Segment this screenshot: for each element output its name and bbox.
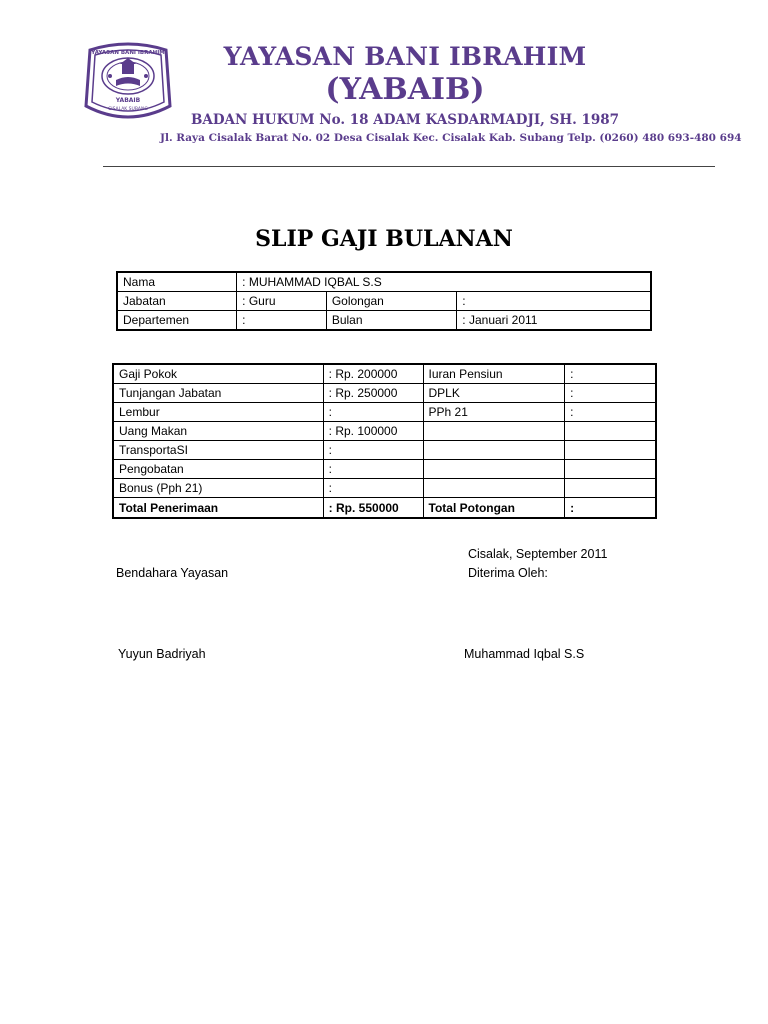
bulan-label: Bulan [326,311,456,331]
table-row [117,272,651,292]
legal-entity: BADAN HUKUM No. 18 ADAM KASDARMADJI, SH. 1987 [190,112,620,128]
table-row [113,460,656,479]
golongan-label: Golongan [326,292,456,311]
salary-table [112,363,657,519]
deduction-label: PPh 21 [423,403,565,422]
income-value: : [323,460,423,479]
income-value: : Rp. 100000 [323,422,423,441]
income-value: : [323,403,423,422]
deduction-value [565,441,656,460]
treasurer-role: Bendahara Yayasan [116,566,229,580]
logo-text-mid: YABAIB [115,97,141,104]
table-row [117,311,651,331]
org-name: YAYASAN BANI IBRAHIM [223,42,587,71]
total-income-value: : Rp. 550000 [323,498,423,519]
table-row [113,479,656,498]
header-divider [103,166,715,167]
logo-text-bottom: CISALAK SUBANG [108,107,148,112]
deduction-label [423,479,565,498]
table-row [113,384,656,403]
income-label: TransportaSI [113,441,323,460]
nama-value: : MUHAMMAD IQBAL S.S [237,272,651,292]
org-abbreviation: (YABAIB) [325,72,485,107]
deduction-label: Iuran Pensiun [423,364,565,384]
total-deduction-label: Total Potongan [423,498,565,519]
deduction-value [565,479,656,498]
deduction-value [565,460,656,479]
golongan-value: : [457,292,651,311]
jabatan-value: : Guru [237,292,327,311]
income-label: Bonus (Pph 21) [113,479,323,498]
logo-emblem-icon [108,58,148,86]
total-deduction-value: : [565,498,656,519]
income-label: Pengobatan [113,460,323,479]
table-row [113,364,656,384]
logo-text-top: YAYASAN BANI IBRAHIM [91,50,165,56]
income-value: : [323,441,423,460]
deduction-value: : [565,364,656,384]
place-date: Cisalak, September 2011 [468,547,608,561]
table-row [113,403,656,422]
departemen-value: : [237,311,327,331]
income-label: Lembur [113,403,323,422]
income-label: Uang Makan [113,422,323,441]
nama-label: Nama [117,272,237,292]
total-income-label: Total Penerimaan [113,498,323,519]
total-row [113,498,656,519]
deduction-label: DPLK [423,384,565,403]
deduction-label [423,422,565,441]
yayasan-logo [80,36,176,128]
org-address: Jl. Raya Cisalak Barat No. 02 Desa Cisalak Kec. Cisalak Kab. Subang Telp. (0260) 480 693-480 694 [160,132,742,144]
income-value: : [323,479,423,498]
deduction-label [423,441,565,460]
income-value: : Rp. 250000 [323,384,423,403]
deduction-value: : [565,384,656,403]
deduction-value [565,422,656,441]
jabatan-label: Jabatan [117,292,237,311]
employee-info-table [116,271,652,331]
table-row [113,441,656,460]
table-row [113,422,656,441]
treasurer-name: Yuyun Badriyah [118,647,206,661]
receiver-role: Diterima Oleh: [468,566,548,580]
table-row [117,292,651,311]
income-value: : Rp. 200000 [323,364,423,384]
deduction-label [423,460,565,479]
deduction-value: : [565,403,656,422]
bulan-value: : Januari 2011 [457,311,651,331]
receiver-name: Muhammad Iqbal S.S [464,647,585,661]
document-title: SLIP GAJI BULANAN [255,226,513,252]
departemen-label: Departemen [117,311,237,331]
income-label: Tunjangan Jabatan [113,384,323,403]
income-label: Gaji Pokok [113,364,323,384]
